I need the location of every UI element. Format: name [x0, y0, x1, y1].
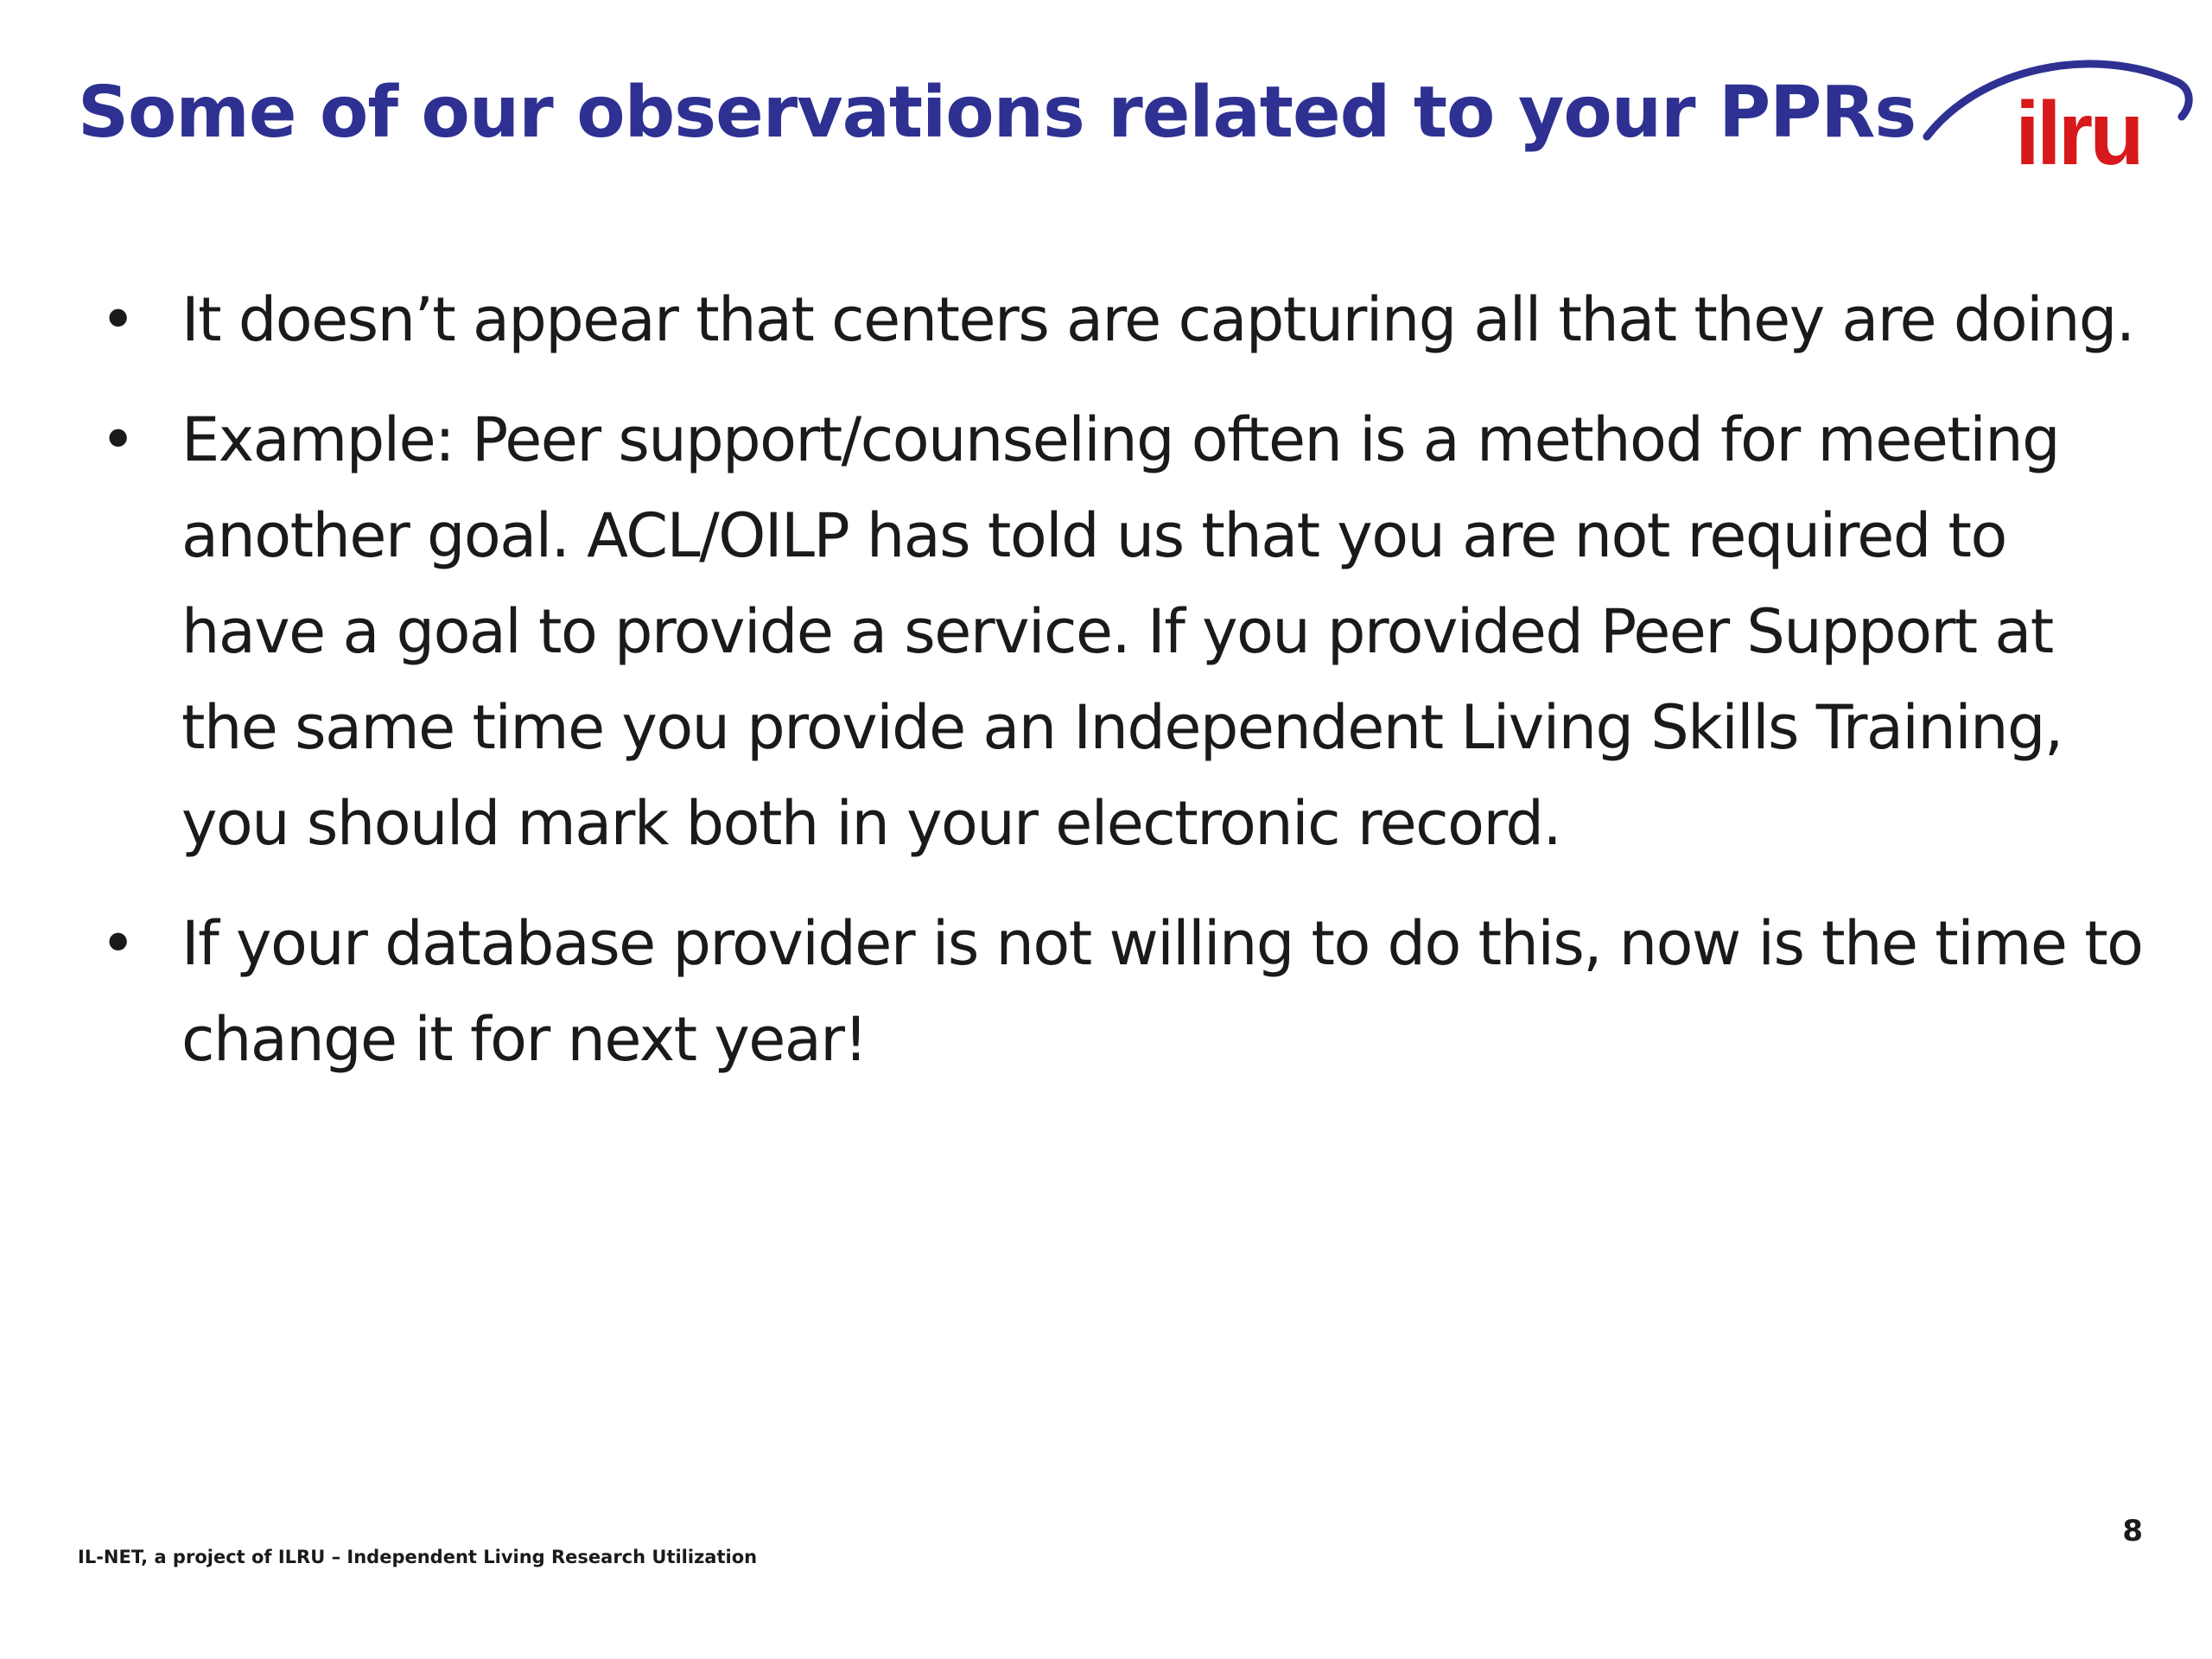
- footer-text: IL-NET, a project of ILRU – Independent Living Research Utilization: [78, 1547, 758, 1567]
- bullet-item-3: [95, 896, 2160, 1088]
- bullet-item-2: [95, 392, 2160, 872]
- bullet-item-1: [95, 272, 2160, 368]
- bullet-text: Example: Peer support/counseling often is a method for meeting another goal. ACL/OILP has told us that you are not required to have a goal to provide a service. If you provided Peer Support at the same time you provide an Independent Living Skills Training, you should mark both in your electronic record.: [181, 404, 2063, 859]
- bullet-text: If your database provider is not willing to do this, now is the time to change it for next year!: [181, 908, 2143, 1075]
- bullet-dot: •: [100, 284, 135, 355]
- page-number: 8: [2122, 1514, 2143, 1548]
- bullet-text: It doesn’t appear that centers are capturing all that they are doing.: [181, 284, 2134, 355]
- bullet-dot: •: [100, 404, 135, 475]
- ilru-logo: [1918, 35, 2195, 181]
- bullet-list: [95, 272, 2160, 1112]
- bullet-dot: •: [100, 908, 135, 979]
- slide-title: Some of our observations related to your PPRs: [78, 72, 1916, 154]
- logo-text: ilru: [2015, 84, 2141, 181]
